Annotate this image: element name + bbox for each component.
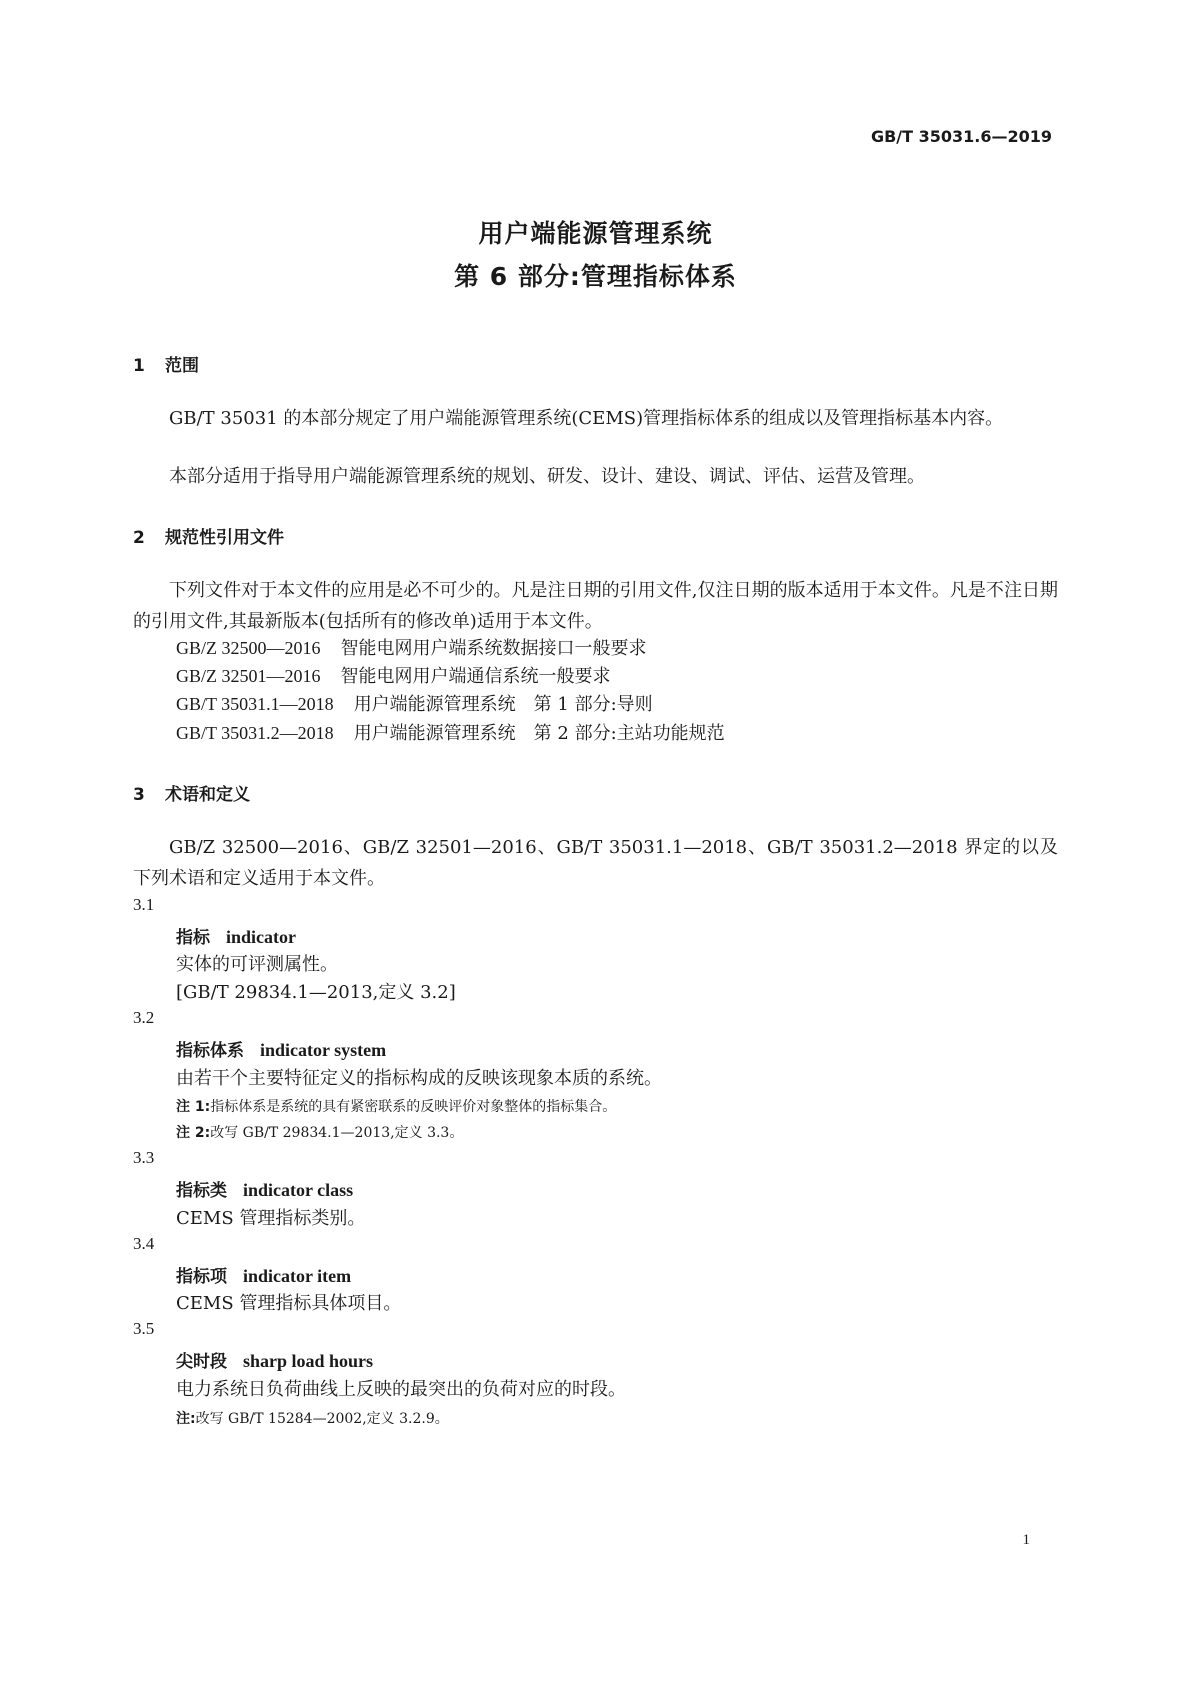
term-note xyxy=(176,1122,463,1142)
term-en: indicator xyxy=(226,927,296,947)
term-en: sharp load hours xyxy=(243,1351,374,1371)
term-zh: 尖时段 xyxy=(176,1352,227,1372)
reference-code: GB/Z 32501—2016 xyxy=(176,666,321,686)
term-number: 3.3 xyxy=(133,1148,155,1167)
term-definition: 由若干个主要特征定义的指标构成的反映该现象本质的系统。 xyxy=(176,1068,662,1089)
term-zh: 指标体系 xyxy=(176,1041,244,1061)
term-heading xyxy=(176,1176,353,1201)
term-heading xyxy=(176,1036,386,1061)
reference-title: 用户端能源管理系统 第 2 部分:主站功能规范 xyxy=(353,723,725,744)
section-title: 规范性引用文件 xyxy=(165,528,284,548)
normative-reference xyxy=(176,689,653,720)
term-number: 3.1 xyxy=(133,895,155,914)
term-en: indicator item xyxy=(243,1266,352,1286)
note-text: 改写 GB/T 15284—2002,定义 3.2.9。 xyxy=(195,1411,449,1427)
reference-code: GB/Z 32500—2016 xyxy=(176,638,321,658)
title-line-1: 用户端能源管理系统 xyxy=(478,219,713,248)
section-2-paragraph-1: 下列文件对于本文件的应用是必不可少的。凡是注日期的引用文件,仅注日期的版本适用于本文件。凡是不注日期的引用文件,其最新版本(包括所有的修改单)适用于本文件。 xyxy=(133,580,1058,632)
term-number: 3.2 xyxy=(133,1008,155,1027)
term-number: 3.4 xyxy=(133,1234,155,1253)
page-number: 1 xyxy=(1022,1532,1030,1548)
title-line-2: 第 6 部分:管理指标体系 xyxy=(454,262,737,291)
section-1-paragraph-1: GB/T 35031 的本部分规定了用户端能源管理系统(CEMS)管理指标体系的组成以及管理指标基本内容。 xyxy=(169,408,1004,429)
section-1-heading xyxy=(133,351,199,376)
reference-code: GB/T 35031.1—2018 xyxy=(176,694,334,714)
reference-title: 用户端能源管理系统 第 1 部分:导则 xyxy=(353,694,653,715)
term-zh: 指标类 xyxy=(176,1181,227,1201)
standard-code: GB/T 35031.6—2019 xyxy=(870,127,1052,146)
reference-code: GB/T 35031.2—2018 xyxy=(176,723,334,743)
term-note xyxy=(176,1408,449,1428)
note-text: 指标体系是系统的具有紧密联系的反映评价对象整体的指标集合。 xyxy=(210,1099,617,1115)
section-number: 3 xyxy=(133,785,145,805)
section-title: 范围 xyxy=(165,356,199,376)
note-label: 注 2: xyxy=(176,1125,211,1141)
term-note xyxy=(176,1096,616,1116)
section-3-paragraph-1: GB/Z 32500—2016、GB/Z 32501—2016、GB/T 35031.1—2018、GB/T 35031.2—2018 界定的以及下列术语和定义适用于本文件。 xyxy=(133,837,1058,889)
term-source: [GB/T 29834.1—2013,定义 3.2] xyxy=(176,982,456,1003)
section-1-paragraph-2: 本部分适用于指导用户端能源管理系统的规划、研发、设计、建设、调试、评估、运营及管理。 xyxy=(169,466,925,487)
term-number: 3.5 xyxy=(133,1319,155,1338)
term-en: indicator class xyxy=(243,1180,354,1200)
normative-reference xyxy=(176,633,647,664)
term-heading xyxy=(176,1262,351,1287)
normative-reference xyxy=(176,718,725,749)
term-heading xyxy=(176,923,296,948)
section-2-heading xyxy=(133,523,284,548)
term-heading xyxy=(176,1347,373,1372)
term-zh: 指标项 xyxy=(176,1267,227,1287)
term-definition: CEMS 管理指标具体项目。 xyxy=(176,1293,402,1314)
section-3-heading xyxy=(133,780,250,805)
section-number: 2 xyxy=(133,528,145,548)
normative-reference xyxy=(176,661,611,692)
term-definition: 电力系统日负荷曲线上反映的最突出的负荷对应的时段。 xyxy=(176,1379,626,1400)
reference-title: 智能电网用户端通信系统一般要求 xyxy=(340,666,611,687)
reference-title: 智能电网用户端系统数据接口一般要求 xyxy=(340,638,647,659)
section-number: 1 xyxy=(133,356,145,376)
section-title: 术语和定义 xyxy=(165,785,250,805)
term-definition: 实体的可评测属性。 xyxy=(176,954,338,975)
note-label: 注 1: xyxy=(176,1099,211,1115)
term-definition: CEMS 管理指标类别。 xyxy=(176,1208,366,1229)
term-en: indicator system xyxy=(260,1040,387,1060)
note-text: 改写 GB/T 29834.1—2013,定义 3.3。 xyxy=(210,1125,464,1141)
term-zh: 指标 xyxy=(176,928,210,948)
note-label: 注: xyxy=(176,1411,196,1427)
